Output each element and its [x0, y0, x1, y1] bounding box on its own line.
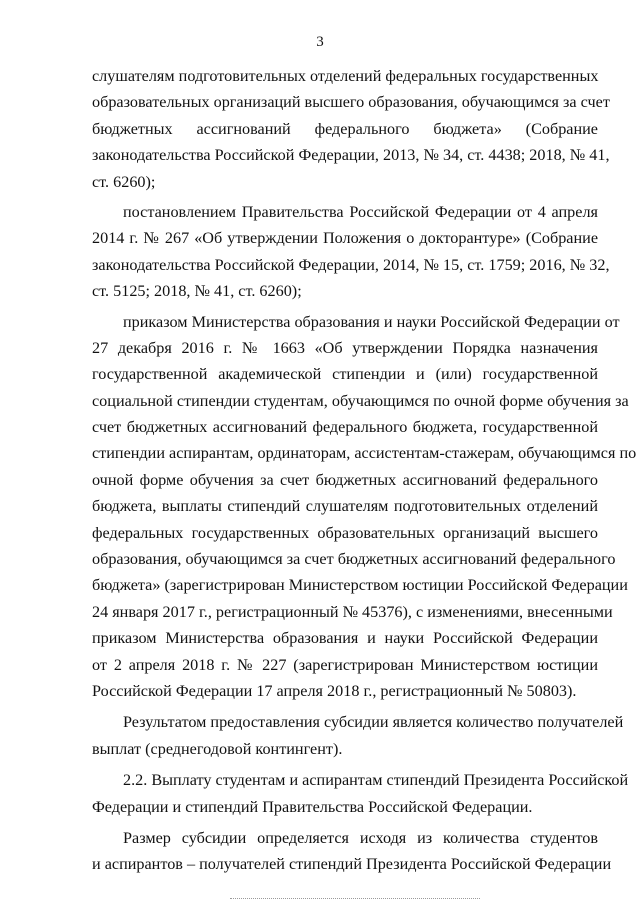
- text-line: законодательства Российской Федерации, 2013, № 34, ст. 4438; 2018, № 41,: [92, 146, 610, 165]
- text-line: бюджета, выплаты стипендий слушателям подготовительных отделений: [92, 497, 598, 516]
- paragraph-subsidy-size: [92, 825, 612, 878]
- text-line: Российской Федерации 17 апреля 2018 г., регистрационный № 50803).: [92, 681, 577, 700]
- text-line: ст. 5125; 2018, № 41, ст. 6260);: [92, 282, 302, 301]
- text-line: 2014 г. № 267 «Об утверждении Положения о докторантуре» (Собрание: [92, 229, 598, 248]
- text-line: очной форме обучения за счет бюджетных ассигнований федерального: [92, 470, 598, 489]
- text-line: постановлением Правительства Российской Федерации от 4 апреля: [123, 202, 598, 221]
- text-line: приказом Министерства образования и науки Российской Федерации: [92, 629, 598, 648]
- text-line: ст. 6260);: [92, 172, 156, 191]
- text-line: 2.2. Выплату студентам и аспирантам стипендий Президента Российской: [123, 771, 629, 790]
- text-line: образовательных организаций высшего образования, обучающимся за счет: [92, 93, 610, 112]
- document-body: [92, 63, 637, 878]
- text-line: социальной стипендии студентам, обучающимся по очной форме обучения за: [92, 391, 629, 410]
- paragraph-order-1663: [92, 309, 637, 705]
- page-number: 3: [316, 34, 324, 50]
- text-line: счет бюджетных ассигнований федерального бюджета, государственной: [92, 418, 598, 437]
- text-line: Федерации и стипендий Правительства Российской Федерации.: [92, 797, 533, 816]
- text-line: стипендии аспирантам, ординаторам, ассистентам-стажерам, обучающимся по: [92, 444, 637, 463]
- text-line: и аспирантов – получателей стипендий Президента Российской Федерации: [92, 855, 612, 874]
- text-line: федеральных государственных образовательных организаций высшего: [92, 523, 598, 542]
- text-line: от 2 апреля 2018 г. № 227 (зарегистрирован Министерством юстиции: [92, 655, 598, 674]
- text-line: слушателям подготовительных отделений федеральных государственных: [92, 67, 599, 85]
- text-line: законодательства Российской Федерации, 2014, № 15, ст. 1759; 2016, № 32,: [92, 255, 610, 274]
- paragraph-resolution-267: [92, 199, 610, 305]
- text-line: приказом Министерства образования и науки Российской Федерации от: [123, 312, 620, 331]
- text-line: выплат (среднегодовой контингент).: [92, 739, 343, 758]
- paragraph-result: [92, 709, 624, 762]
- paragraph-section-2-2: [92, 767, 629, 820]
- text-line: Результатом предоставления субсидии является количество получателей: [123, 713, 624, 732]
- text-line: образования, обучающимся за счет бюджетных ассигнований федерального: [92, 550, 616, 569]
- footer-rule: [230, 898, 480, 900]
- paragraph-continuation: [92, 63, 610, 195]
- text-line: 24 января 2017 г., регистрационный № 45376), с изменениями, внесенными: [92, 602, 613, 621]
- text-line: государственной академической стипендии и (или) государственной: [92, 365, 598, 384]
- text-line: Размер субсидии определяется исходя из количества студентов: [123, 828, 598, 847]
- text-line: бюджета» (зарегистрирован Министерством юстиции Российской Федерации: [92, 576, 628, 595]
- text-line: бюджетных ассигнований федерального бюджета» (Собрание: [92, 119, 598, 138]
- text-line: 27 декабря 2016 г. № 1663 «Об утверждении Порядка назначения: [92, 338, 598, 357]
